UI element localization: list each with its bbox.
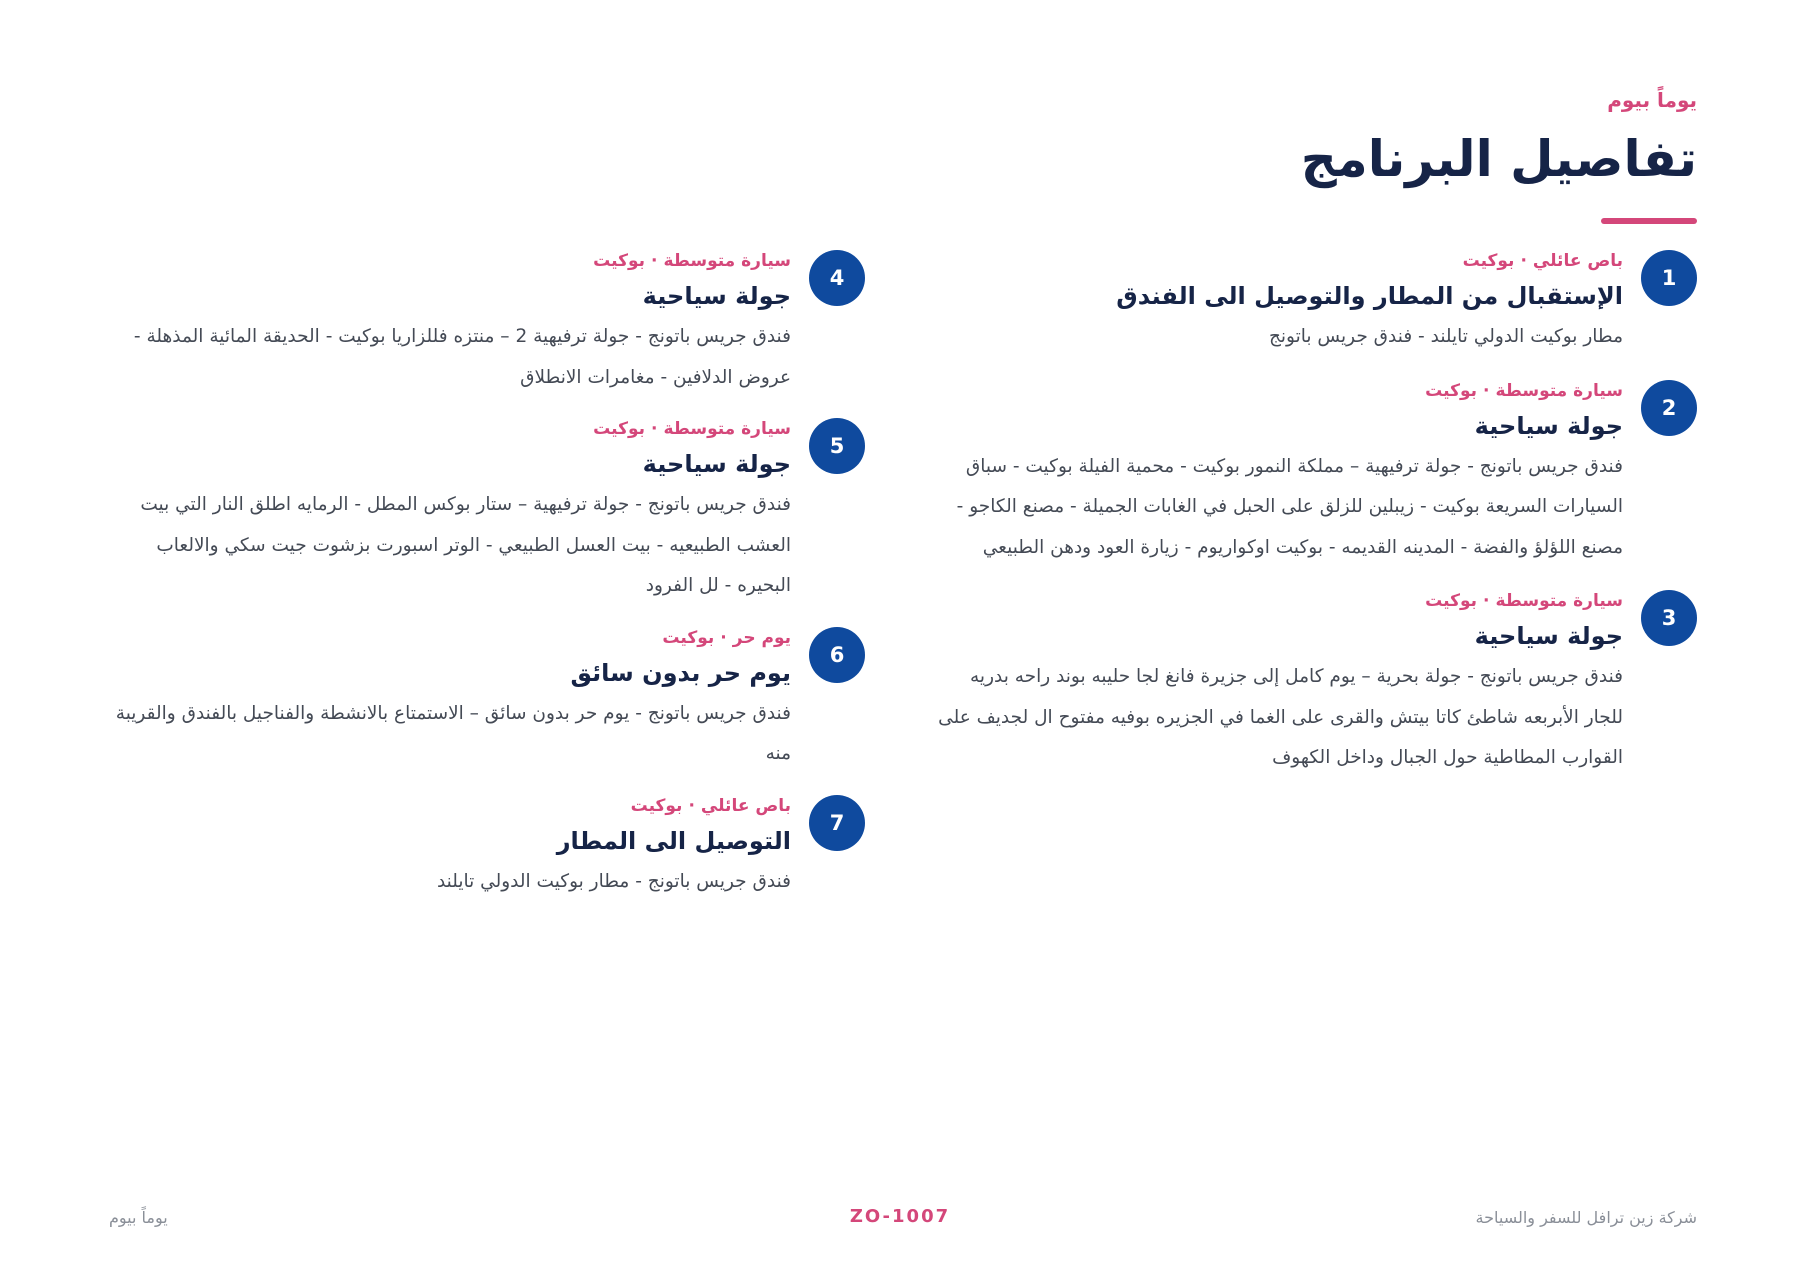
day-number-badge: 5 [809,418,865,474]
day-meta [95,793,791,819]
day-item [95,625,865,775]
day-description: فندق جريس باتونج - مطار بوكيت الدولي تايلند [436,870,791,892]
day-number-badge: 1 [1641,250,1697,306]
day-title: الإستقبال من المطار والتوصيل الى الفندق [1116,282,1623,310]
day-description: فندق جريس باتونج - جولة ترفيهية 2 – منتزه فللزاريا بوكيت - الحديقة المائية المذهلة - عروض الدلافين - مغامرات الانطلاق [133,326,791,388]
footer-label: يوماً بيوم [109,1208,168,1227]
day-number-badge: 6 [809,627,865,683]
day-title: التوصيل الى المطار [556,826,791,855]
city-label: بوكيت [662,627,715,648]
day-meta [941,248,1623,274]
transport-label: سيارة متوسطة [663,419,791,439]
meta-separator: · [651,419,658,439]
meta-separator: · [651,251,658,271]
day-description: فندق جريس باتونج - جولة ترفيهية – ستار بوكس المطل - الرمايه اطلق النار التي بيت العشب الطبيعيه - بيت العسل الطبيعي - الوتر اسبورت بزشوت جيت سكي والالعاب البحيره - لل الفرود [140,494,791,596]
day-description: فندق جريس باتونج - يوم حر بدون سائق – الاستمتاع بالانشطة والفناجيل بالفندق والقريبة منه [115,702,791,764]
day-item [938,588,1697,779]
itinerary-column-left [95,248,865,920]
footer-code: ZO-1007 [849,1206,951,1227]
page-title: تفاصيل البرنامج [1300,130,1697,188]
city-label: بوكيت [630,795,683,816]
meta-separator: · [1483,380,1490,401]
day-number-badge: 4 [809,250,865,306]
day-title: جولة سياحية [1474,622,1623,650]
city-label: بوكيت [1425,591,1478,611]
transport-label: باص عائلي [700,795,791,816]
day-title: جولة سياحية [642,282,791,310]
meta-separator: · [688,795,695,816]
transport-label: سيارة متوسطة [1495,591,1623,611]
day-item [95,248,865,398]
day-item [941,378,1697,569]
day-meta [95,625,791,651]
day-description: فندق جريس باتونج - جولة ترفيهية – مملكة النمور بوكيت - محمية الفيلة بوكيت - سباق السيارات السريعة بوكيت - زيبلين للزلق على الحبل في الغابات الجميلة - مصنع الكاجو - مصنع اللؤلؤ والفضة - المدينه القديمه - بوكيت اوكواريوم - زيارة العود ودهن الطبيعي [956,455,1623,558]
meta-separator: · [720,627,727,648]
footer-company: شركة زين ترافل للسفر والسياحة [1475,1208,1697,1227]
itinerary-column-right [938,248,1697,797]
day-number-badge: 7 [809,795,865,851]
day-description: مطار بوكيت الدولي تايلند - فندق جريس باتونج [1268,326,1623,347]
city-label: بوكيت [1462,251,1515,271]
section-eyebrow: يوماً بيوم [1607,88,1697,112]
day-item [941,248,1697,358]
city-label: بوكيت [1425,380,1478,401]
day-description: فندق جريس باتونج - جولة بحرية – يوم كامل إلى جزيرة فانغ لجا حليبه بوند راحه بدريه للجار الأبربعه شاطئ كاتا بيتش والقرى على الغما في الجزيره بوفيه مفتوح ال لجديف على القوارب المطاطية حول الجبال وداخل الكهوف [938,666,1623,768]
transport-label: باص عائلي [1532,251,1623,271]
day-item [95,793,865,903]
day-number-badge: 3 [1641,590,1697,646]
day-meta [95,248,791,274]
meta-separator: · [1483,591,1490,611]
transport-label: يوم حر [732,627,791,648]
title-underline [1601,218,1697,224]
day-title: جولة سياحية [642,450,791,478]
city-label: بوكيت [593,251,646,271]
transport-label: سيارة متوسطة [1495,380,1623,401]
transport-label: سيارة متوسطة [663,251,791,271]
day-title: يوم حر بدون سائق [570,658,791,687]
day-title: جولة سياحية [1474,411,1623,440]
day-item [95,416,865,607]
day-meta [95,416,791,442]
day-number-badge: 2 [1641,380,1697,436]
city-label: بوكيت [593,419,646,439]
day-meta [941,378,1623,404]
day-meta [941,588,1623,614]
meta-separator: · [1520,251,1527,271]
